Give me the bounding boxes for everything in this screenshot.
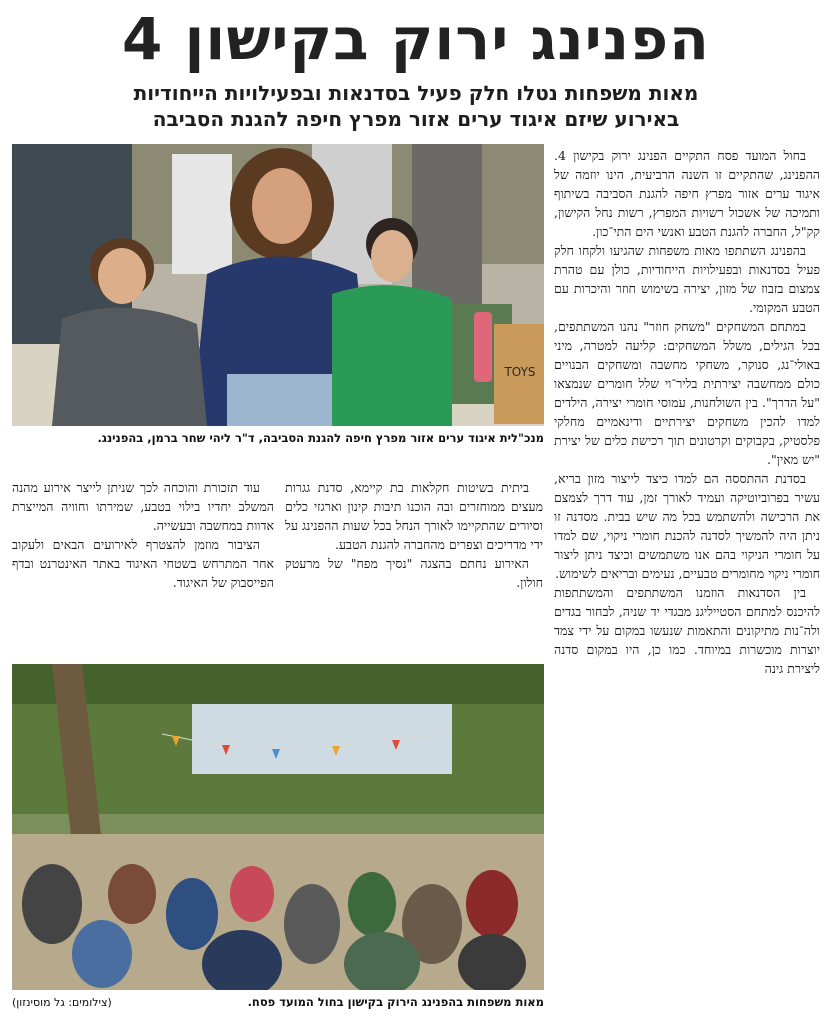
paragraph: הציבור מוזמן להצטרף לאירועים הבאים ולעקוב אחר המתרחש בשטחי האיגוד באתר האינטרנט ובדף הפייסבוק של האיגוד. bbox=[12, 537, 274, 590]
headline: הפנינג ירוק בקישון 4 bbox=[121, 5, 711, 73]
subhead-line-1: מאות משפחות נטלו חלק פעיל בסדנאות ובפעילויות הייחודיות bbox=[133, 81, 699, 105]
column-left bbox=[12, 478, 274, 662]
subhead bbox=[120, 80, 712, 132]
top-photo-caption: מנכ"לית איגוד ערים אזור מפרץ חיפה להגנת הסביבה, ד"ר ליהי שחר ברמן, בהפנינג. bbox=[97, 431, 544, 445]
photo-credit: (צילומים: גל מוסינזון) bbox=[12, 996, 112, 1009]
paragraph: בחול המועד פסח התקיים הפנינג ירוק בקישון 4. ההפנינג, שהתקיים זו השנה הרביעית, הינו יוזמה של איגוד ערים אזור מפרץ חיפה להגנת הסביבה בשיתוף ותמיכה של אשכול רשויות המפרץ, רשות נחל הקישון, קק"ל, החברה להגנת הטבע ואנשי הים התי־כון. bbox=[554, 148, 820, 239]
subhead-line-2: באירוע שיזם איגוד ערים אזור מפרץ חיפה להגנת הסביבה bbox=[152, 107, 680, 131]
paragraph: ביתית בשיטות חקלאות בת קיימא, סדנת גגרות מעצים ממוחזרים ובה הוכנו תיבות קינון וארגזי כלים וסיורים שהתקיימו לאורך הנחל בכל שעות ההפנינג על ידי מדריכים וצפרים מהחברה להגנת הטבע. bbox=[285, 480, 543, 552]
paragraph: עוד תזכורת והוכחה לכך שניתן לייצר אירוע מהנה המשלב יחדיו בילוי בטבע, שמירתו וחוויה המייצרת אדוות במחשבה ובעשייה. bbox=[12, 480, 274, 533]
toys-box-label: TOYS bbox=[504, 365, 536, 379]
paragraph: בסדנת ההתססה הם למדו כיצד לייצור מזון בריא, עשיר בפרוביוטיקה ועמיד לאורך זמן, עוד דרך לצמצם את הרכישה ולהשתמש בכל מה שיש בבית. מסדנה זו ניתן היה להמשיך לסדנה להכנת חומרי ניקוי, שם למדו על חומרי הניקוי בהם אנו משתמשים וכיצד ניתן ליצור חומרי ניקוי מחומרים טבעיים, נעימים ובריאים לשימוש. bbox=[554, 471, 820, 581]
top-photo bbox=[12, 144, 544, 426]
paragraph: בין הסדנאות הוזמנו המשתתפים והמשתתפות להיכנס למתחם הסטייליגנ מבגדי יד שניה, לבחור בגדים ולה־נות מתיקונים והתאמות שנעשו במקום על ידי צמד יוצרות מוכשרות במיוחד. כמו כן, היו במקום סדנה ליצירת גינה bbox=[554, 585, 820, 676]
paragraph: האירוע נחתם בהצגה "נסיך מפח" של מרעטק חולון. bbox=[285, 556, 543, 590]
bottom-photo bbox=[12, 664, 544, 990]
column-middle bbox=[285, 478, 543, 662]
paragraph: במתחם המשחקים "משחק חוזר" נהנו המשתתפים, בכל הגילים, משלל המשחקים: קליעה למטרה, מיני באולי־נג, סנוקר, משחקי מחשבה ומשחקים הבנויים כולם ממחשבה יצירתית בליר־וי שלל חומרים שנמצאו "על הדרך". בין השולחנות, עמוסי חומרי יצירה, הילדים למדו להכין משחקים יצירתיים ודינאמיים מחלקי פלסטיק, בקבוקים וקרטונים תוך רכישת כלים של יצירת "יש מאין". bbox=[554, 319, 820, 467]
paragraph: בהפנינג השתתפו מאות משפחות שהגיעו ולקחו חלק פעיל בסדנאות ובפעילויות הייחודיות, כולן עם טהרת צמצום בזבוז של מזון, יצירה בשימוש חוזר והיכרות עם הטבע המקומי. bbox=[554, 243, 820, 315]
bottom-photo-caption: מאות משפחות בהפנינג הירוק בקישון בחול המועד פסח. bbox=[247, 995, 544, 1009]
column-right bbox=[554, 146, 820, 1020]
